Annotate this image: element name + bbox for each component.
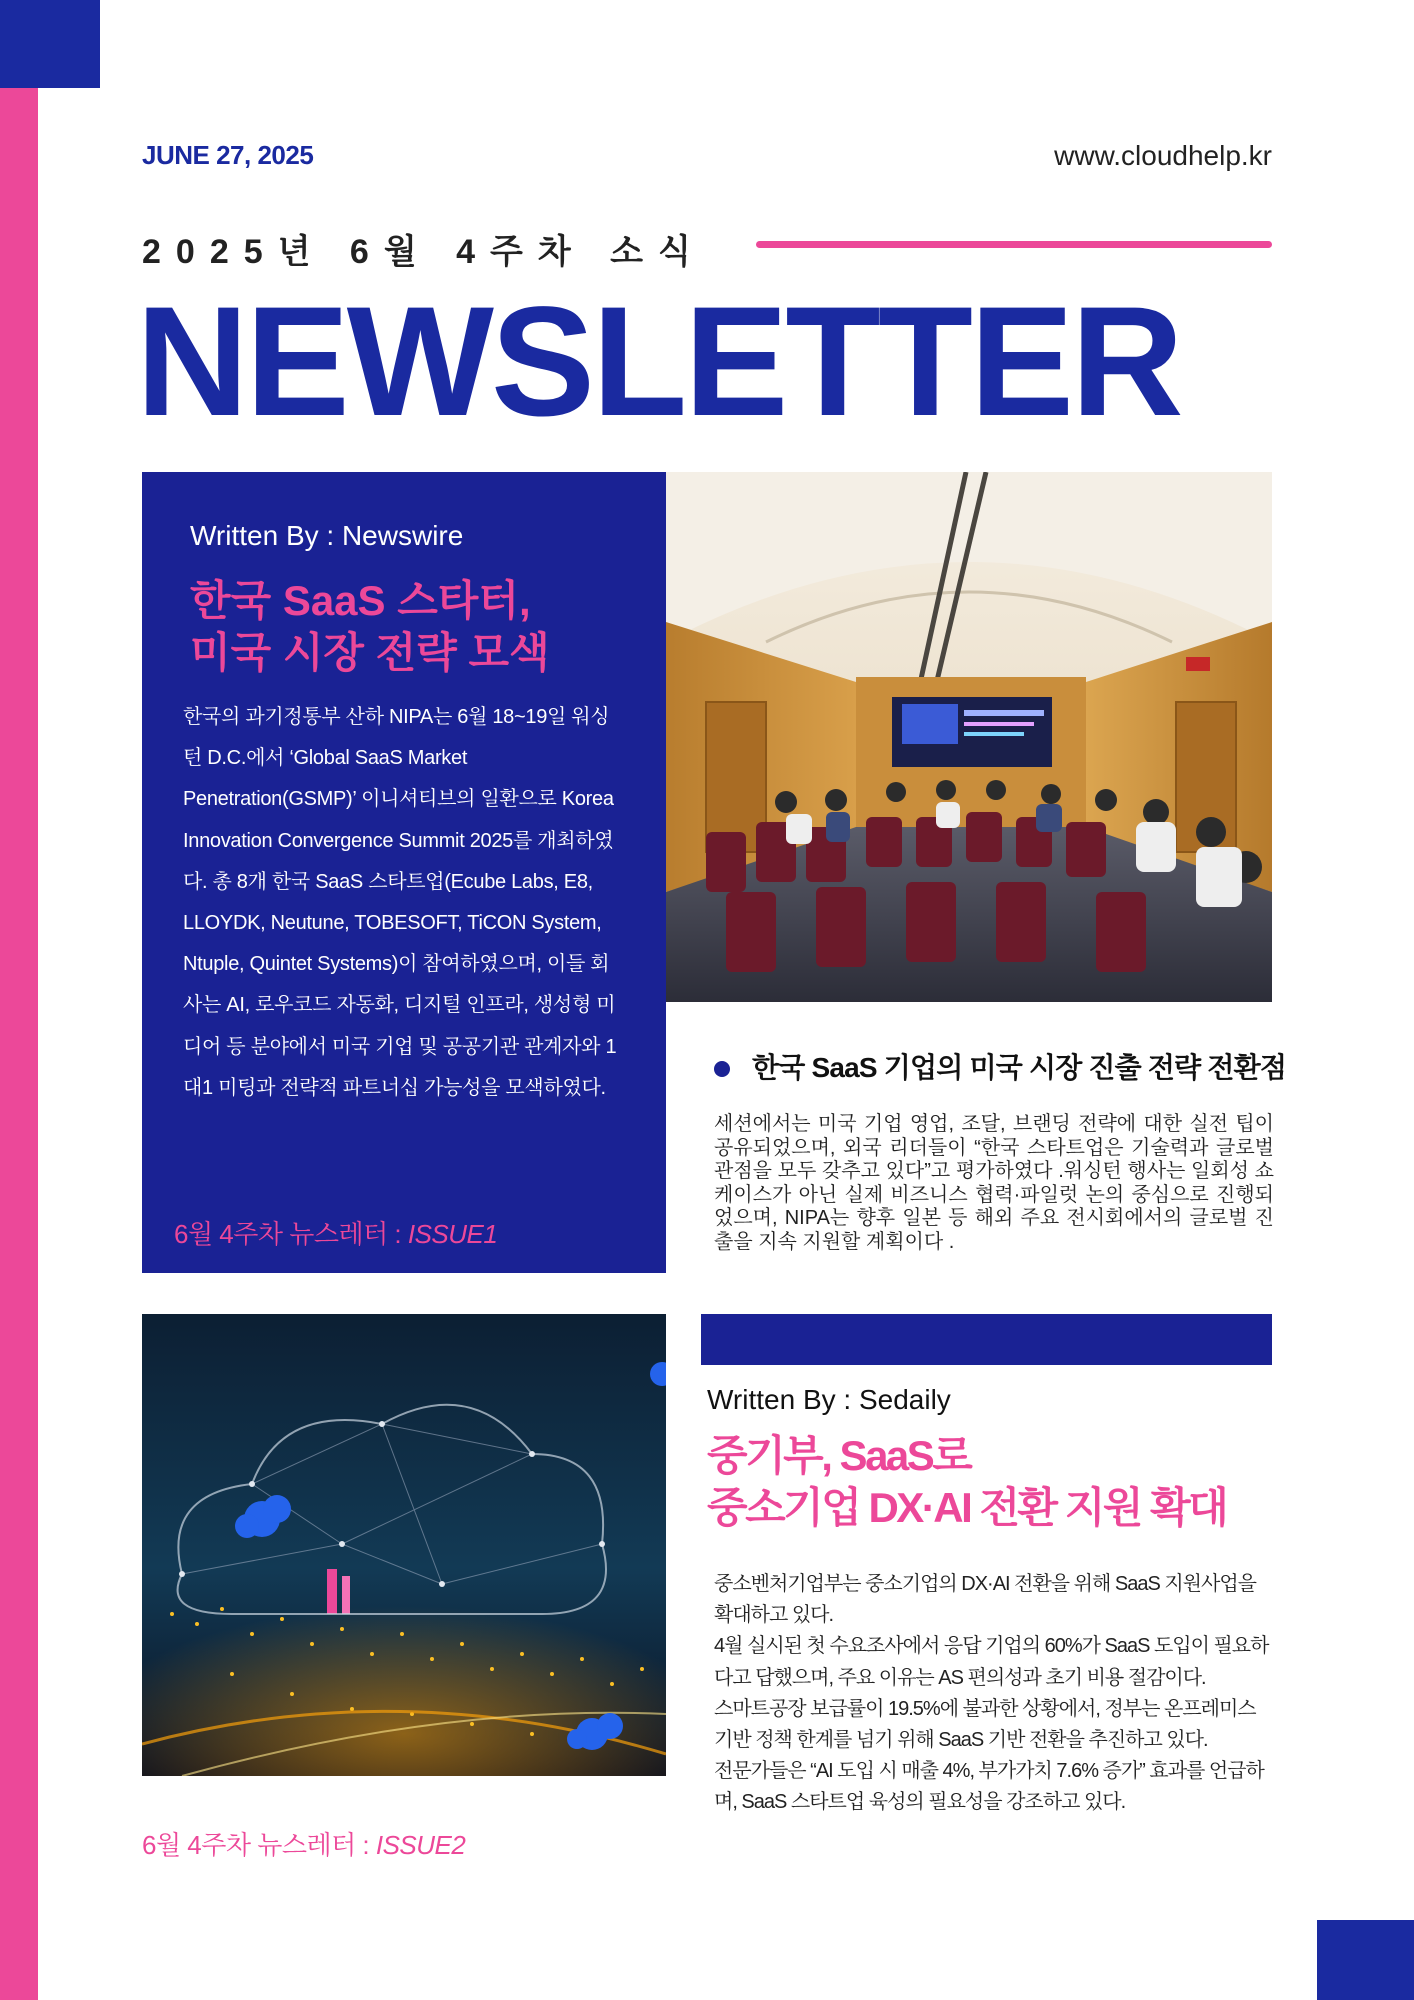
article2-issue-prefix: 6월 4주차 뉴스레터 : — [142, 1830, 376, 1860]
article2-title — [707, 1430, 1277, 1534]
week-title: 2025년 6월 4주차 소식 — [142, 233, 706, 271]
article2-header-bar — [701, 1314, 1272, 1365]
article2-issue-number: ISSUE2 — [375, 1830, 466, 1860]
top-left-corner-block — [0, 0, 100, 88]
masthead: NEWSLETTER — [136, 275, 1181, 449]
cloud-city-illustration — [142, 1314, 666, 1776]
subheading-bullet — [714, 1061, 730, 1077]
article1-issue-prefix: 6월 4주차 뉴스레터 : — [174, 1219, 408, 1249]
title-divider — [756, 241, 1272, 248]
article1-title-line2: 미국 시장 전략 모색 — [190, 629, 550, 676]
article1-sub-body: 세션에서는 미국 기업 영업, 조달, 브랜딩 전략에 대한 실전 팁이 공유되었으며, 외국 리더들이 “한국 스타트업은 기술력과 글로벌 관점을 모두 갖추고 있다”고 평가하였다 .워싱턴 행사는 일회성 쇼케이스가 아닌 실제 비즈니스 협력·파일럿 논의 중심으로 진행되었으며, NIPA는 향후 일본 등 해외 주요 전시회에서의 글로벌 진출을 지속 지원할 계획이다 . — [714, 1113, 1274, 1253]
article2-body: 중소벤처기업부는 중소기업의 DX·AI 전환을 위해 SaaS 지원사업을 확대하고 있다. 4월 실시된 첫 수요조사에서 응답 기업의 60%가 SaaS 도입이 필요하다고 답했으며, 주요 이유는 AS 편의성과 초기 비용 절감이다. 스마트공장 보급률이 19.5%에 불과한 상황에서, 정부는 온프레미스 기반 정책 한계를 넘기 위해 SaaS 기반 전환을 추진하고 있다. 전문가들은 “AI 도입 시 매출 4%, 부가가치 7.6% 증가” 효과를 언급하며, SaaS 스타트업 육성의 필요성을 강조하고 있다. — [714, 1573, 1269, 1814]
article2-issue-label — [142, 1825, 465, 1862]
article1-issue-number: ISSUE1 — [407, 1219, 498, 1249]
article1-subheading: 한국 SaaS 기업의 미국 시장 진출 전략 전환점 — [752, 1052, 1287, 1083]
article1-body: 한국의 과기정통부 산하 NIPA는 6월 18~19일 워싱턴 D.C.에서 ‘Global SaaS Market Penetration(GSMP)’ 이니셔티브의 일환으로 Korea Innovation Convergence Summit 2025를 개최하였다. 총 8개 한국 SaaS 스타트업(Ecube Labs, E8, LLOYDK, Neutune, TOBESOFT, TiCON System, Ntuple, Quintet Systems)이 참여하였으며, 이들 회사는 AI, 로우코드 자동화, 디지털 인프라, 생성형 미디어 등 분야에서 미국 기업 및 공공기관 관계자와 1대1 미팅과 전략적 파트너십 가능성을 모색하였다. — [183, 706, 617, 1099]
article2-title-line2: 중소기업 DX·AI 전환 지원 확대 — [707, 1484, 1227, 1531]
issue-date: JUNE 27, 2025 — [142, 140, 314, 170]
conference-photo — [666, 472, 1272, 1002]
bottom-right-corner-block — [1317, 1920, 1414, 2000]
article1-title — [190, 575, 640, 679]
article1-byline: Written By : Newswire — [190, 520, 464, 551]
cloud-city-photo — [142, 1314, 666, 1776]
conference-photo-illustration — [666, 472, 1272, 1002]
article2-title-line1: 중기부, SaaS로 — [707, 1432, 971, 1479]
article1-title-line1: 한국 SaaS 스타터, — [190, 577, 531, 624]
article2-byline: Written By : Sedaily — [707, 1384, 951, 1415]
article1-issue-label — [174, 1214, 497, 1251]
website-link[interactable]: www.cloudhelp.kr — [1054, 140, 1272, 171]
left-accent-bar — [0, 0, 38, 2000]
